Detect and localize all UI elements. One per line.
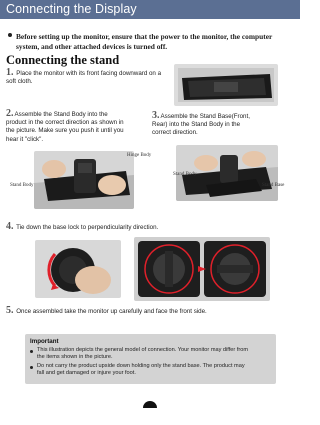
step-1-number: 1. <box>6 67 14 78</box>
page-marker <box>143 401 157 408</box>
step-4-photo-base <box>134 237 270 301</box>
step-1-photo <box>174 64 278 106</box>
step-4-text: Tie down the base lock to perpendicularity direction. <box>16 224 159 231</box>
important-notice <box>25 334 276 384</box>
step-5-text: Once assembled take the monitor up carefully and face the front side. <box>16 308 207 315</box>
label-stand-body-right: Stand Body <box>173 172 197 177</box>
header-bar <box>0 0 300 19</box>
warning-bullet <box>8 33 12 37</box>
important-item-1: This illustration depicts the general model of connection. Your monitor may differ from the items shown in the picture. <box>37 347 249 361</box>
step-3-number: 3. <box>152 110 160 121</box>
important-bullet-2 <box>30 366 33 369</box>
step-1 <box>6 69 166 86</box>
important-item-2: Do not carry the product upside down holding only the stand base. The product may fall and get damaged or injure your foot. <box>37 363 245 377</box>
step-1-text: Place the monitor with its front facing downward on a soft cloth. <box>6 70 162 86</box>
label-stand-body-left: Stand Body <box>10 183 34 188</box>
important-bullet-1 <box>30 350 33 353</box>
step-4-photo-lock <box>35 240 121 298</box>
label-hinge-body: Hinge Body <box>127 153 152 158</box>
step-4-number: 4. <box>6 221 14 232</box>
page-title: Connecting the Display <box>6 2 137 16</box>
step-3: 3.Assemble the Stand Base(Front, Rear) into the Stand Body in the correct direction. <box>152 110 250 137</box>
step-2: 2.Assemble the Stand Body into the product in the correct direction as shown in the picture. Make sure you push it until you hear it "click". <box>6 108 124 143</box>
step-2-photo <box>34 151 134 209</box>
step-5-number: 5. <box>6 305 14 316</box>
label-stand-base: Stand Base <box>262 183 285 188</box>
power-warning: Before setting up the monitor, ensure that the power to the monitor, the computer system, and other attached devices is turned off. <box>16 32 273 51</box>
section-title: Connecting the stand <box>6 53 120 67</box>
important-title: Important <box>30 338 59 345</box>
step-4 <box>6 223 266 232</box>
step-2-number: 2. <box>6 108 14 119</box>
step-5 <box>6 307 296 316</box>
